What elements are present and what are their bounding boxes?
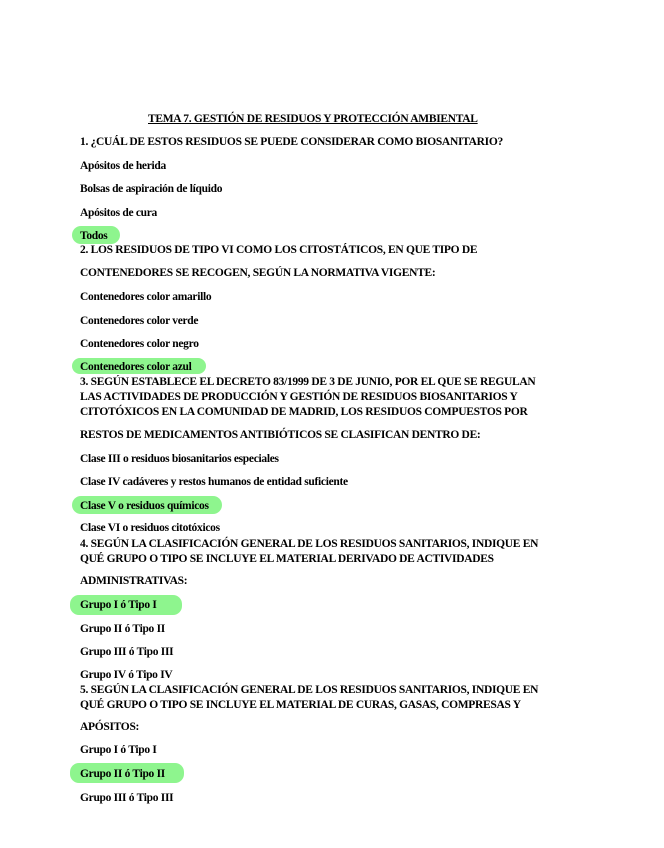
q5-option-a: Grupo I ó Tipo I	[80, 744, 157, 756]
q4-option-c: Grupo III ó Tipo III	[80, 646, 174, 658]
q2-option-c: Contenedores color negro	[80, 338, 199, 350]
question-5-line-3: APÓSITOS:	[80, 721, 140, 733]
question-4-line-1: 4. SEGÚN LA CLASIFICACIÓN GENERAL DE LOS RESIDUOS SANITARIOS, INDIQUE EN	[80, 538, 539, 550]
q3-option-a: Clase III o residuos biosanitarios especiales	[80, 453, 279, 465]
q4-option-d: Grupo IV ó Tipo IV	[80, 669, 173, 681]
question-3-line-1: 3. SEGÚN ESTABLECE EL DECRETO 83/1999 DE 3 DE JUNIO, POR EL QUE SE REGULAN	[80, 376, 536, 388]
q4-option-a: Grupo I ó Tipo I	[80, 599, 157, 611]
question-3-line-2: LAS ACTIVIDADES DE PRODUCCIÓN Y GESTIÓN DE RESIDUOS BIOSANITARIOS Y	[80, 391, 518, 403]
question-4-line-3: ADMINISTRATIVAS:	[80, 575, 188, 587]
question-3-line-3: CITOTÓXICOS EN LA COMUNIDAD DE MADRID, LOS RESIDUOS COMPUESTOS POR	[80, 406, 528, 418]
q5-option-c: Grupo III ó Tipo III	[80, 792, 174, 804]
document-title: TEMA 7. GESTIÓN DE RESIDUOS Y PROTECCIÓN AMBIENTAL	[148, 113, 478, 125]
question-3-line-4: RESTOS DE MEDICAMENTOS ANTIBIÓTICOS SE CLASIFICAN DENTRO DE:	[80, 429, 481, 441]
q2-option-b: Contenedores color verde	[80, 315, 199, 327]
q1-option-b: Bolsas de aspiración de líquido	[80, 183, 223, 195]
q1-option-d: Todos	[80, 230, 108, 242]
question-5-line-2: QUÉ GRUPO O TIPO SE INCLUYE EL MATERIAL DE CURAS, GASAS, COMPRESAS Y	[80, 699, 521, 711]
q3-option-d: Clase VI o residuos citotóxicos	[80, 522, 220, 534]
q5-option-b: Grupo II ó Tipo II	[80, 768, 165, 780]
q1-option-a: Apósitos de herida	[80, 160, 166, 172]
question-1: 1. ¿CUÁL DE ESTOS RESIDUOS SE PUEDE CONSIDERAR COMO BIOSANITARIO?	[80, 136, 503, 148]
question-2-line-1: 2. LOS RESIDUOS DE TIPO VI COMO LOS CITOSTÁTICOS, EN QUE TIPO DE	[80, 244, 478, 256]
q2-option-a: Contenedores color amarillo	[80, 291, 212, 303]
question-2-line-2: CONTENEDORES SE RECOGEN, SEGÚN LA NORMATIVA VIGENTE:	[80, 267, 436, 279]
q3-option-b: Clase IV cadáveres y restos humanos de entidad suficiente	[80, 476, 348, 488]
question-4-line-2: QUÉ GRUPO O TIPO SE INCLUYE EL MATERIAL DERIVADO DE ACTIVIDADES	[80, 553, 494, 565]
q3-option-c: Clase V o residuos químicos	[80, 500, 209, 512]
q2-option-d: Contenedores color azul	[80, 361, 192, 373]
q4-option-b: Grupo II ó Tipo II	[80, 623, 165, 635]
question-5-line-1: 5. SEGÚN LA CLASIFICACIÓN GENERAL DE LOS RESIDUOS SANITARIOS, INDIQUE EN	[80, 684, 539, 696]
q1-option-c: Apósitos de cura	[80, 207, 157, 219]
